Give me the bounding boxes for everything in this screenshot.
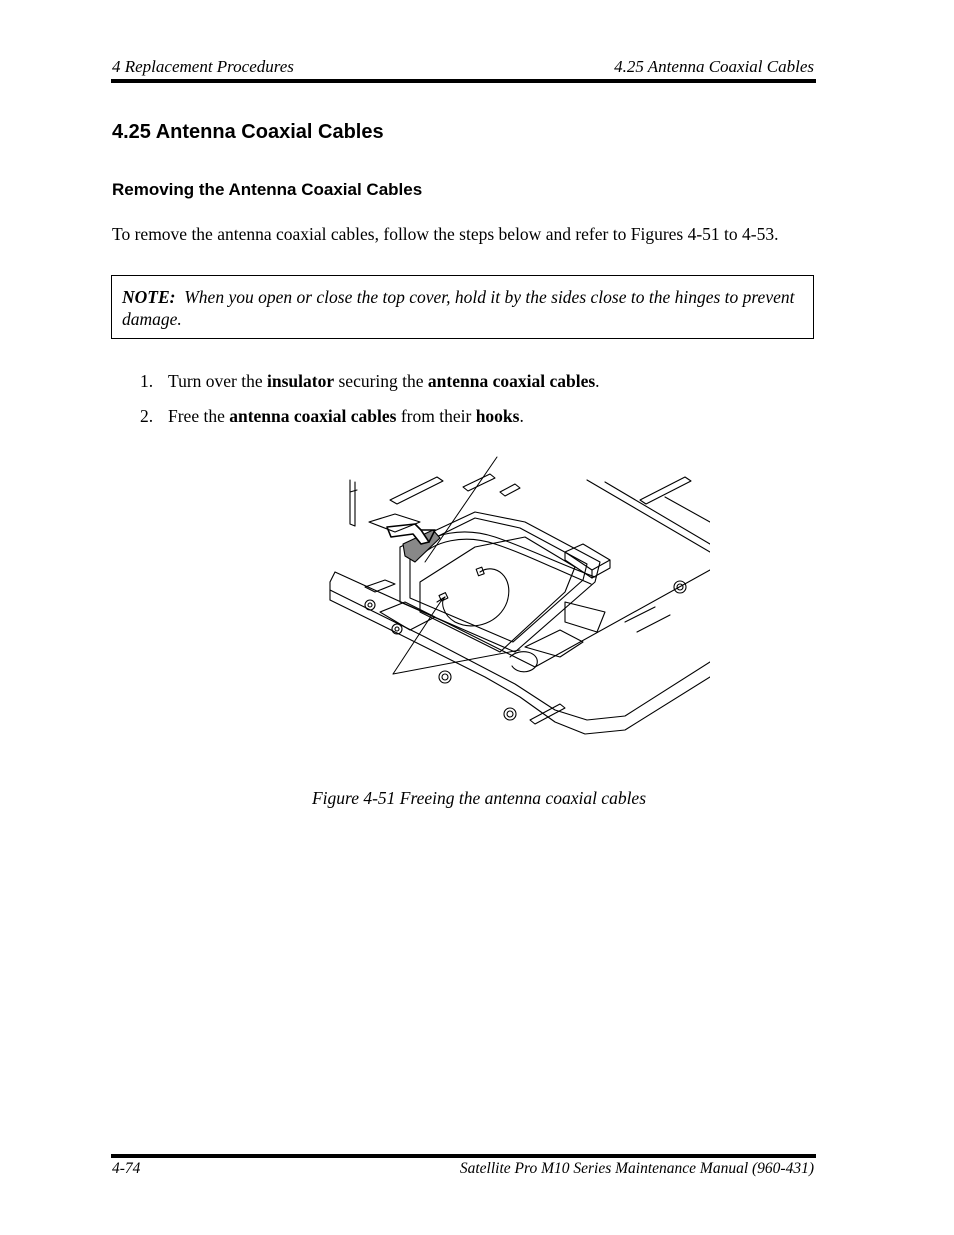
section-title: 4.25 Antenna Coaxial Cables <box>112 121 384 143</box>
subsection-title: Removing the Antenna Coaxial Cables <box>112 180 423 199</box>
step-2 <box>140 406 524 427</box>
step-2-part-3: from their <box>396 406 476 426</box>
footer-rule <box>111 1154 816 1158</box>
figure-caption <box>0 788 954 809</box>
figure-caption-text: Figure 4-51 Freeing the antenna coaxial cables <box>311 788 647 808</box>
intro-paragraph: To remove the antenna coaxial cables, follow the steps below and refer to Figures 4-51 to 4-53. <box>112 224 779 244</box>
step-1-part-3: securing the <box>334 371 428 391</box>
step-2-part-5: . <box>519 406 524 426</box>
header-section: 4.25 Antenna Coaxial Cables <box>614 57 814 76</box>
step-number: 1. <box>140 371 154 391</box>
step-1-part-4: antenna coaxial cables <box>427 371 596 391</box>
step-1-part-5: . <box>595 371 600 391</box>
note-body: When you open or close the top cover, hold it by the sides close to the hinges to prevent damage. <box>122 287 795 329</box>
step-1 <box>140 371 600 392</box>
manual-title: Satellite Pro M10 Series Maintenance Manual (960-431) <box>459 1160 814 1177</box>
step-1-part-2: insulator <box>267 371 335 391</box>
step-1-part-1: Turn over the <box>168 371 268 391</box>
header-chapter: 4 Replacement Procedures <box>112 57 294 76</box>
step-2-part-1: Free the <box>168 406 230 426</box>
step-number: 2. <box>140 406 154 426</box>
header-rule <box>111 79 816 83</box>
note-label: NOTE: <box>122 287 176 307</box>
page-number: 4-74 <box>112 1160 141 1177</box>
note-text <box>122 286 802 330</box>
step-2-part-2: antenna coaxial cables <box>229 406 397 426</box>
antenna-cables-figure <box>325 452 710 752</box>
step-2-part-4: hooks <box>475 406 520 426</box>
